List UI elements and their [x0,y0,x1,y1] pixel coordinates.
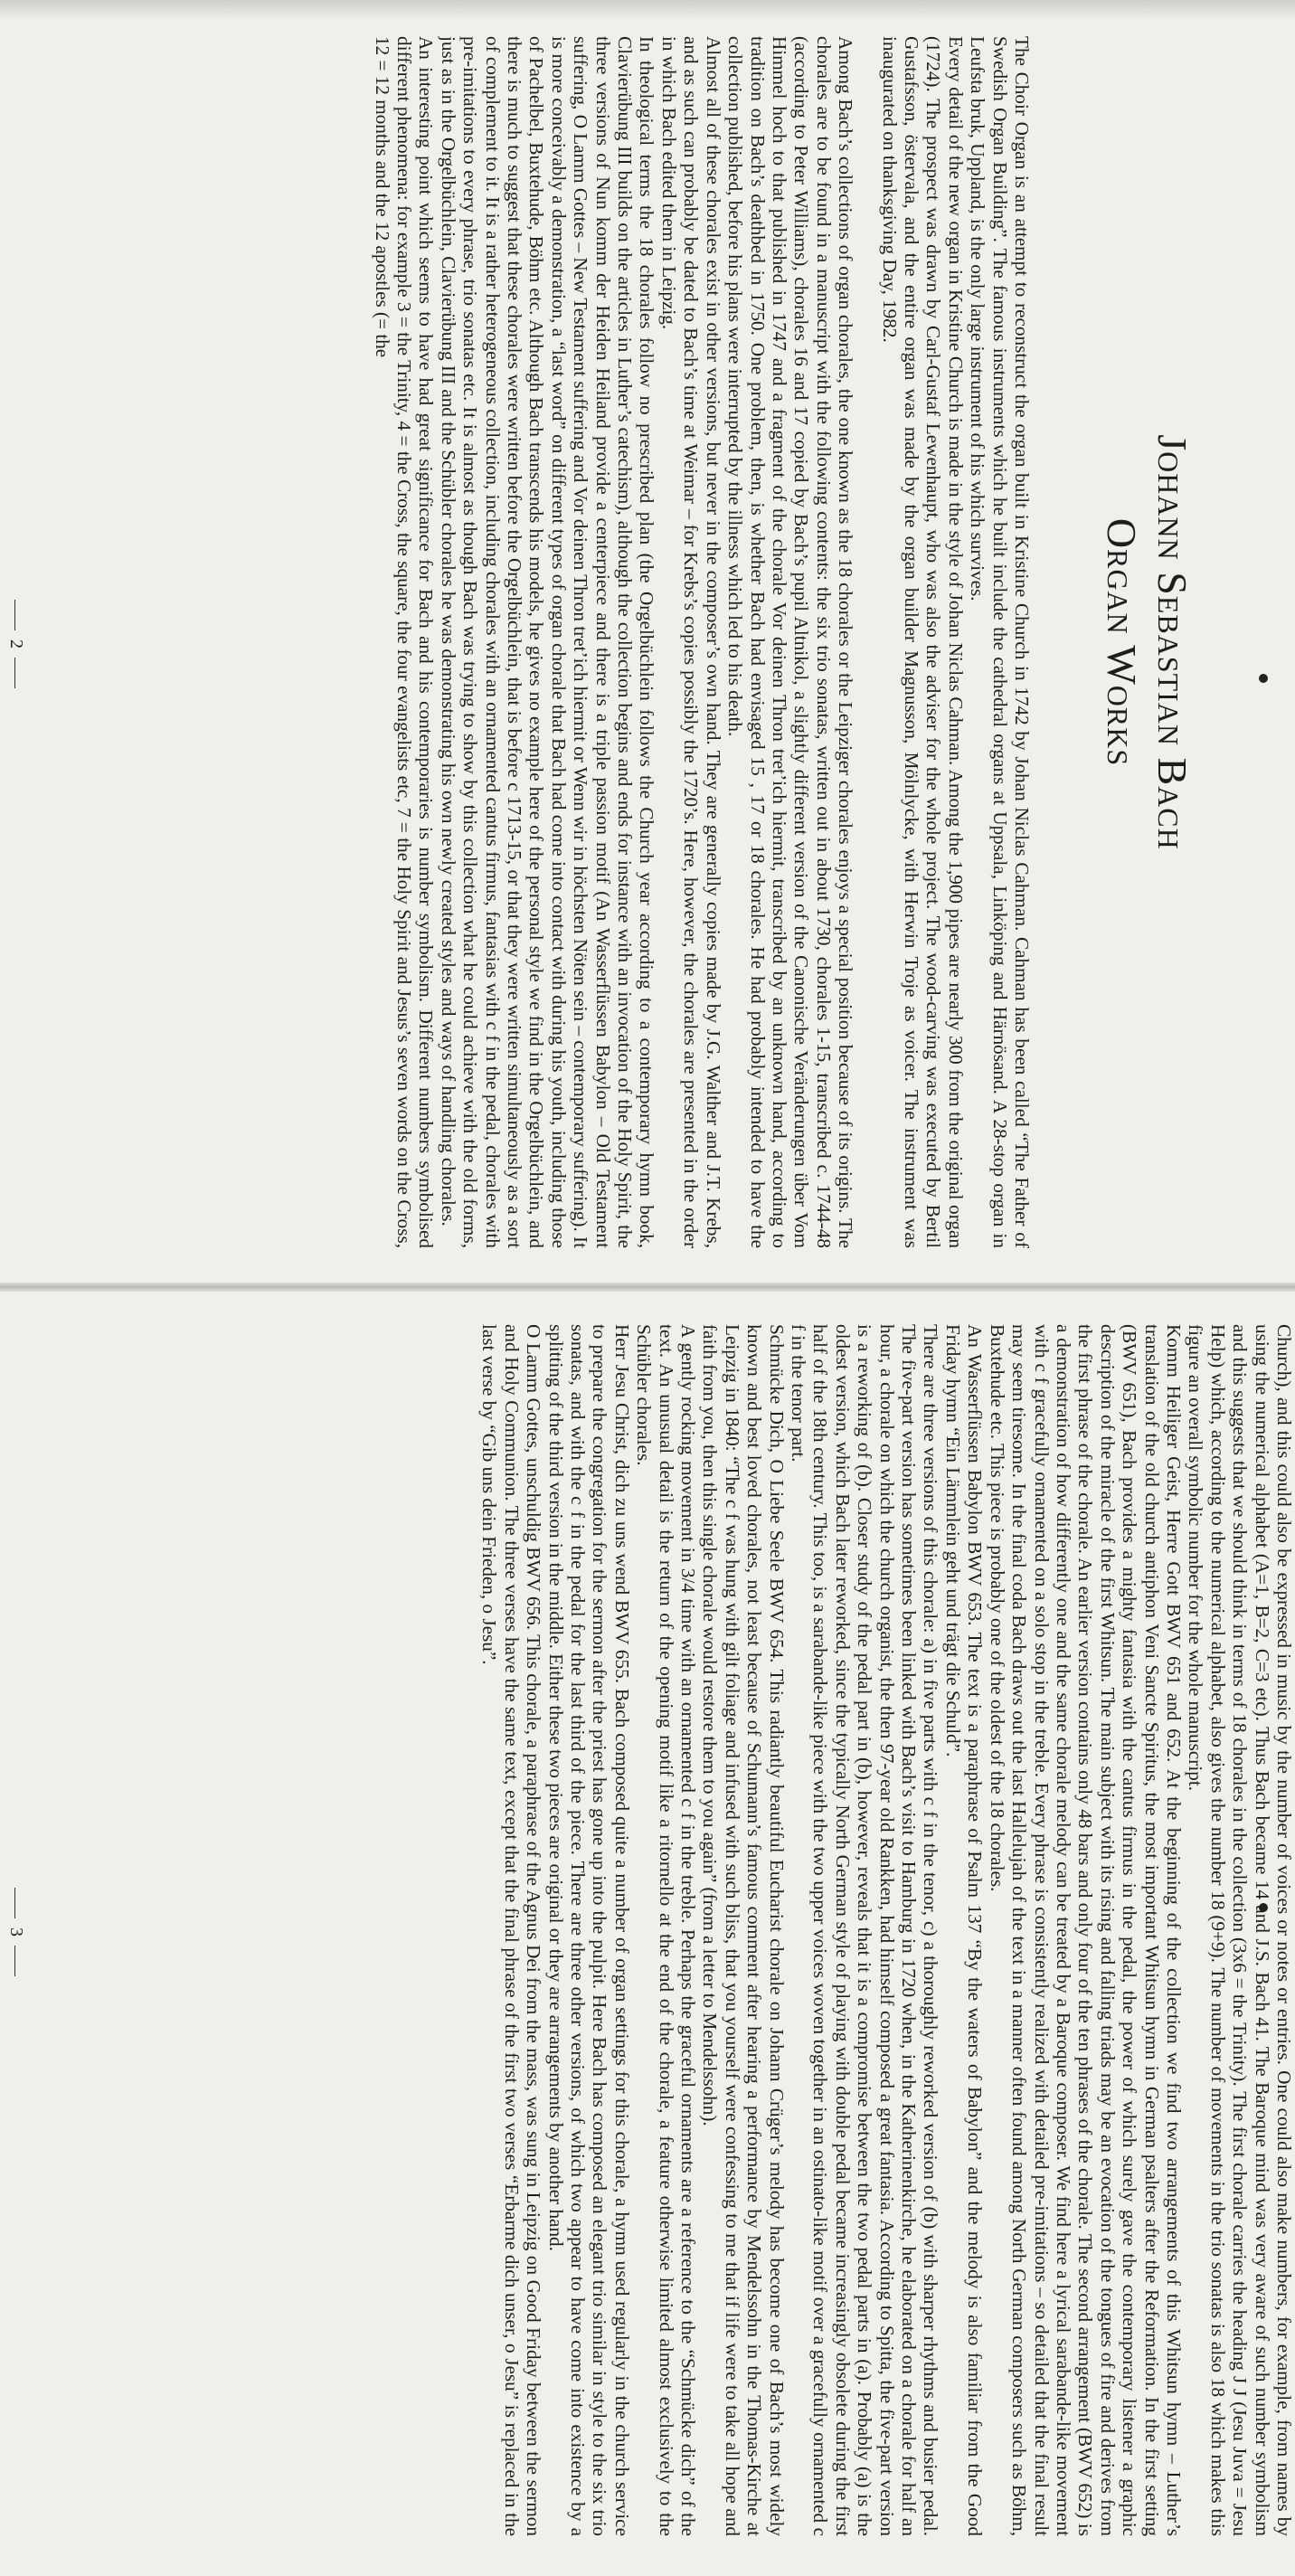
paragraph: Herr Jesu Christ, dich zu uns wend BWV 655. Bach composed quite a number of organ settings for this chorale, a hymn used regularly in the church service to prepare the congregation for the sermon after the priest has gone up into the pulpit. Here Bach has composed an elegant trio similar in style to the six trio sonatas, and with the c f in the pedal for the last third of the piece. There are three other versions, of which two appear to have come into existence by a splitting of the third version in the middle. Either these two pieces are original or they are arrangements by another hand. [544,1324,633,2536]
page-right [0,1288,1295,2576]
paragraph: An interesting point which seems to have had great significance for Bach and his contemporaries is number symbolism. Different numbers symbolised different phenomena: for example 3 = the Trinity, 4 = the Cross, the square, the four evangelists etc, 7 = the Holy Spirit and Jesus’s seven words on the Cross, 12 = 12 months and the 12 apostles (= the [371,36,438,1248]
paragraph: Schmücke Dich, O Liebe Seele BWV 654. This radiantly beautiful Eucharist chorale on Johann Crüger’s melody has become one of Bach’s most widely known and best loved chorales, not least because of Schumann’s famous comment after hearing a performance by Mendelssohn in the Thomas-Kirche at Leipzig in 1840: “The c f was hung with gilt foliage and infused with such bliss, that you yourself were confessing to me that if life were to take all hope and faith from you, then this single chorale would restore them to you again” (from a letter to Mendelssohn). [699,1324,788,2536]
page-left-body [47,36,1033,1248]
paragraph: Almost all of these chorales exist in other versions, but never in the composer’s own hand. They are generally copies made by J.G. Walther and J.T. Krebs, and as such can probably be dated to Bach’s time at Weimar – for Krebs’s copies possibly the 1720’s. Here, however, the chorales are presented in the order in which Bach edited them in Leipzig. [657,36,724,1248]
paragraph: Among Bach’s collections of organ chorales, the one known as the 18 chorales or the Leipziger chorales enjoys a special position because of its origins. The chorales are to be found in a manuscript with the following contents: the six trio sonatas, written out in about 1730, chorales 1-15, transcribed c. 1744-48 (according to Peter Williams), chorales 16 and 17 copied by Bach’s pupil Altnikol, a slightly different version of the Canonische Veränderungen über Vom Himmel hoch to that published in 1747 and a fragment of the chorale Vor deinen Thron tret’ich hiermit, transcribed by an unknown hand, according to tradition on Bach’s deathbed in 1750. One problem, then, is whether Bach had envisaged 15 , 17 or 18 chorales. He had probably intended to have the collection published, before his plans were interrupted by the illness which led to his death. [724,36,857,1248]
paragraph: There are three versions of this chorale: a) in five parts with c f in the tenor, c) a thoroughly reworked version of (b) with sharper rhythms and busier pedal. The five-part version has sometimes been linked with Bach’s visit to Hamburg in 1720 when, in the Katherinenkirche, he elaborated on a chorale for half an hour, a chorale on which the church organist, the then 97-year old Rankken, had himself composed a great fantasia. According to Spitta, the five-part version is a reworking of (b). Closer study of the pedal part in (b), however, reveals that it is a compromise between the two pedal parts in (a). Probably (a) is the oldest version, which Bach later reworked, since the typically North German style of playing with double pedal became increasingly obsolete during the first half of the 18th century. This too, is a sarabande-like piece with the two upper voices woven together in an ostinato-like motif over a gracefully ornamented c f in the tenor part. [788,1324,942,2536]
title-composer: Johann Sebastian Bach [1149,434,1196,850]
paragraph: Church), and this could also be expressed in music by the number of voices or notes or entries. One could also make numbers, for example, from names by using the numerical alphabet (A=1, B=2, C=3 etc). Thus Bach became 14 and J.S. Bach 41. The Baroque mind was very aware of such number symbolism and this suggests that we should think in terms of 18 chorales in the collection (3x6 = the Trinity). The first chorale carries the heading J J (Jesu Juva = Jesu Help) which, according to the numerical alphabet, also gives the number 18 (9+9). The number of movements in the trio sonatas is also 18 which makes this figure an overall symbolic number for the whole manuscript. [1185,1324,1295,2536]
booklet-title [1096,36,1241,1248]
paragraph: Every detail of the new organ in Kristine Church is made in the style of Johan Niclas Cahman. Among the 1,900 pipes are nearly 300 from the original organ (1724). The prospect was drawn by Carl-Gustaf Lewenhaupt, who was also the adviser for the whole project. The wood-carving was executed by Bertil Gustafsson, östervala, and the entire organ was made by the organ builder Magnusson, Mölnlycke, with Herwin Troje as voicer. The instrument was inaugurated on thanksgiving Day, 1982. [878,36,967,1248]
paragraph: In theological terms the 18 chorales follow no prescribed plan (the Orgelbüchlein follows the Church year according to a contemporary hymn book, Clavierübung III builds on the articles in Luther’s catechism), although the collection begins and ends for instance with an invocation of the Holy Spirit, the three versions of Nun komm der Heiden Heiland provide a centerpiece and there is a triple passion motif (An Wasserflüssen Babylon – Old Testament suffering, O Lamm Gottes – New Testament suffering and Vor deinen Thron tret’ich hiermit or Wenn wir in höchsten Nöten sein – contemporary suffering). It is more conceivably a demonstration, a “last word” on different types of organ chorale that Bach had come into contact with during his youth, including those of Pachelbel, Buxtehude, Böhm etc. Although Bach transcends his models, he gives no example here of the personal style we find in the Orgelbüchlein, and there is much to suggest that these chorales were written before the Orgelbüchlein, that is before c 1713-15, or that they were written simultaneously as a sort of complement to it. It is a rather heterogeneous collection, including chorales with an ornamented cantus firmus, fantasias with c f in the pedal, chorales with pre-imitations to every phrase, trio sonatas etc. It is almost as though Bach was trying to show by this collection what he could achieve with the old forms, just as in the Orgelbüchlein, Clavierübung III and the Schübler chorales he was demonstrating his own newly created styles and ways of handling chorales. [437,36,658,1248]
paragraph: An Wasserflüssen Babylon BWV 653. The text is a paraphrase of Psalm 137 “By the waters of Babylon” and the melody is also familiar from the Good Friday hymn “Ein Lämmlein geht und trägt die Schuld”. [941,1324,987,2536]
paragraph: Komm Heiliger Geist, Herre Gott BWV 651 and 652. At the beginning of the collection we find two arrangements of this Whitsun hymn – Luther’s translation of the old church antiphon Veni Sancte Spiritus, the most important Whitsun hymn in German psalters after the Reformation. In the first setting (BWV 651), Bach provides a mighty fantasia with the cantus firmus in the pedal, the power of which surely gave the contemporary listener a graphic description of the miracle of the first Whitsun. The main subject with its rising and falling triads may be an evocation of the tongues of fire and derives from the first phrase of the chorale. An earlier version contains only 48 bars and only four of the ten phrases of the chorale. The second arrangement (BWV 652) is a demonstration of how differently one and the same chorale melody can be treated by a Baroque composer. We find here a lyrical sarabande-like movement with c f gracefully ornamented on a solo stop in the treble. Every phrase is consistently realized with detailed pre-imitations – so detailed that the final result may seem tiresome. In the final coda Bach draws out the last Hallelujah of the text in a manner often found among North German composers such as Böhm, Buxtehude etc. This piece is probably one of the oldest of the 18 chorales. [986,1324,1185,2536]
paragraph: A gently rocking movement in 3/4 time with an ornamented c f in the treble. Perhaps the graceful ornaments are a reference to the “Schmücke dich” of the text. An unusual detail is the return of the opening motif like a ritornello at the end of the chorale, a feature otherwise limited almost exclusively to the Schübler chorales. [633,1324,700,2536]
paragraph: The Choir Organ is an attempt to reconstruct the organ built in Kristine Church in 1742 by Johan Niclas Cahman. Cahman has been called “The Father of Swedish Organ Building”. The famous instruments which he built include the cathedral organs at Uppsala, Linköping and Härnösand. A 28-stop organ in Leufsta bruk, Uppland, is the only large instrument of his which survives. [967,36,1033,1248]
page-number: 3 [5,1288,26,2576]
title-work: Organ Works [1099,517,1145,767]
page-number: 2 [5,0,26,1288]
paragraph: O Lamm Gottes, unschuldig BWV 656. This chorale, a paraphrase of the Agnus Dei from the mass, was sung in Leipzig on Good Friday between the sermon and Holy Communion. The three verses have the same text, except that the final phrase of the first two verses “Erbarme dich unser, o Jesu” is replaced in the last verse by “Gib uns dein Frieden, o Jesu”. [478,1324,545,2536]
page-right-body [47,1324,1295,2536]
binding-staple-mark [1259,674,1268,683]
